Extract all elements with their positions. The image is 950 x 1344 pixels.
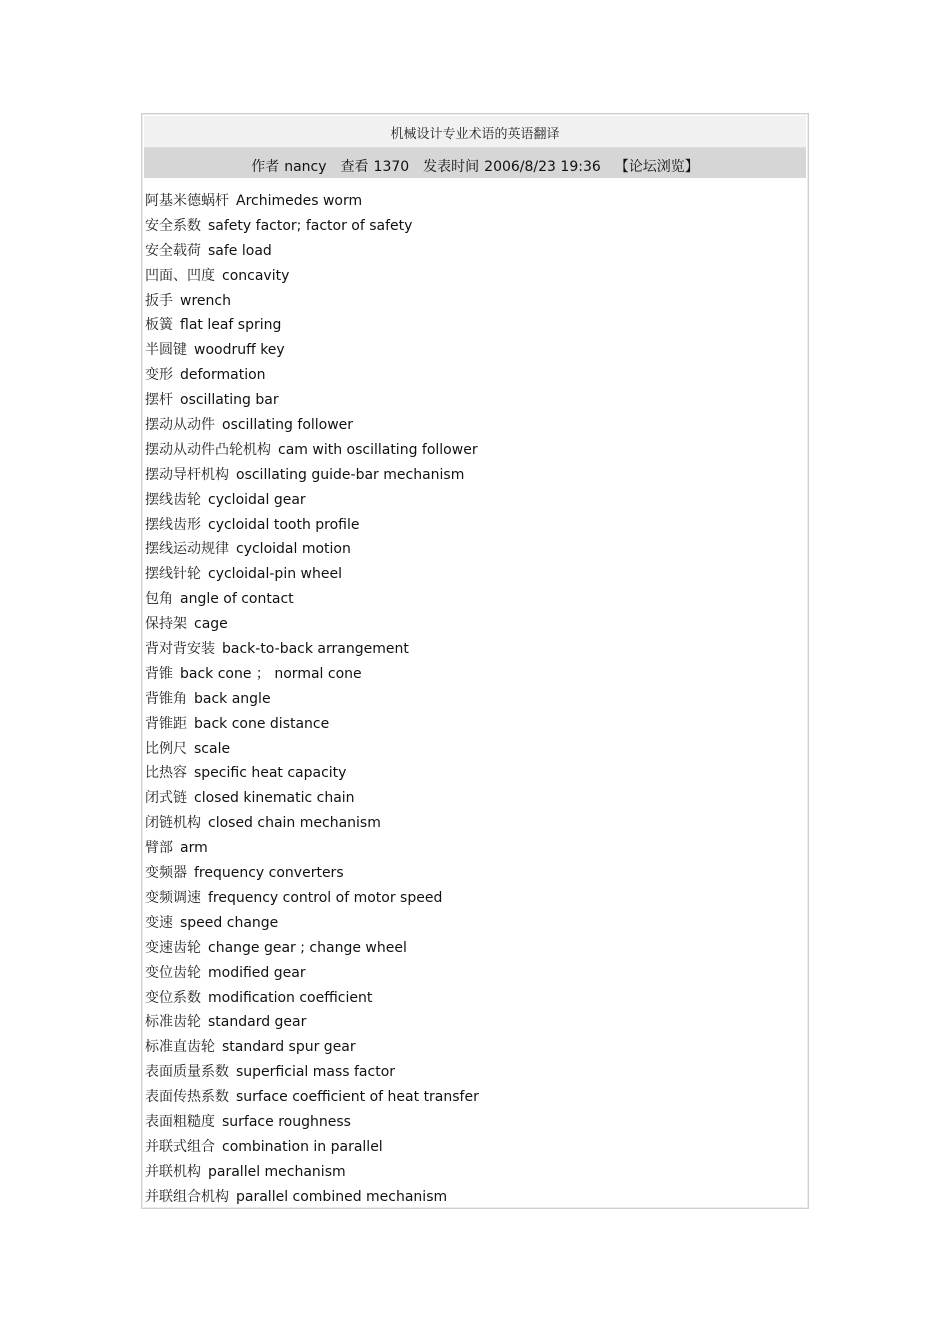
term-english: frequency control of motor speed bbox=[208, 889, 443, 906]
term-row bbox=[145, 562, 805, 587]
article-meta-bar bbox=[144, 148, 806, 178]
term-english: closed kinematic chain bbox=[194, 790, 355, 807]
term-english: arm bbox=[180, 840, 208, 857]
term-row bbox=[145, 1185, 805, 1210]
term-english: parallel mechanism bbox=[208, 1163, 346, 1180]
term-row bbox=[145, 313, 805, 338]
term-english: specific heat capacity bbox=[194, 765, 347, 782]
term-chinese: 标准直齿轮 bbox=[145, 1039, 215, 1056]
term-chinese: 变速齿轮 bbox=[145, 939, 201, 956]
term-english: standard gear bbox=[208, 1014, 307, 1031]
term-chinese: 安全载荷 bbox=[145, 242, 201, 259]
term-english: oscillating bar bbox=[180, 392, 279, 409]
term-chinese: 变位系数 bbox=[145, 989, 201, 1006]
term-chinese: 安全系数 bbox=[145, 217, 201, 234]
term-chinese: 背锥 bbox=[145, 665, 173, 682]
term-chinese: 摆线齿形 bbox=[145, 516, 201, 533]
term-english: woodruff key bbox=[194, 342, 285, 359]
term-row bbox=[145, 214, 805, 239]
term-row bbox=[145, 786, 805, 811]
term-english: oscillating guide-bar mechanism bbox=[236, 466, 465, 483]
term-chinese: 背对背安装 bbox=[145, 641, 215, 658]
term-row bbox=[145, 811, 805, 836]
term-chinese: 摆线运动规律 bbox=[145, 541, 229, 558]
term-english: frequency converters bbox=[194, 865, 344, 882]
term-chinese: 并联组合机构 bbox=[145, 1188, 229, 1205]
term-chinese: 扳手 bbox=[145, 292, 173, 309]
term-row bbox=[145, 1010, 805, 1035]
article-title: 机械设计专业术语的英语翻译 bbox=[390, 127, 560, 142]
term-row bbox=[145, 737, 805, 762]
term-row bbox=[145, 1135, 805, 1160]
term-english: back angle bbox=[194, 690, 271, 707]
term-chinese: 包角 bbox=[145, 591, 173, 608]
term-row bbox=[145, 961, 805, 986]
term-chinese: 保持架 bbox=[145, 616, 187, 633]
term-row bbox=[145, 413, 805, 438]
views-label: 查看 bbox=[340, 159, 369, 175]
term-row bbox=[145, 687, 805, 712]
term-english: Archimedes worm bbox=[236, 193, 363, 209]
term-english: surface roughness bbox=[222, 1113, 351, 1130]
term-english: modification coefficient bbox=[208, 989, 373, 1006]
term-row bbox=[145, 363, 805, 388]
term-chinese: 背锥角 bbox=[145, 690, 187, 707]
term-row bbox=[145, 513, 805, 538]
term-chinese: 比例尺 bbox=[145, 740, 187, 757]
term-row bbox=[145, 612, 805, 637]
term-english: cam with oscillating follower bbox=[278, 441, 478, 458]
term-english: concavity bbox=[222, 267, 290, 284]
term-chinese: 标准齿轮 bbox=[145, 1014, 201, 1031]
term-row bbox=[145, 488, 805, 513]
posted-time: 2006/8/23 19:36 bbox=[484, 159, 601, 175]
term-chinese: 摆线针轮 bbox=[145, 566, 201, 583]
term-row bbox=[145, 836, 805, 861]
term-row bbox=[145, 338, 805, 363]
term-row bbox=[145, 1110, 805, 1135]
term-chinese: 变形 bbox=[145, 367, 173, 384]
term-chinese: 臂部 bbox=[145, 840, 173, 857]
term-row bbox=[145, 886, 805, 911]
term-row bbox=[145, 264, 805, 289]
term-row bbox=[145, 1160, 805, 1185]
term-english: flat leaf spring bbox=[180, 317, 282, 334]
term-english: wrench bbox=[180, 292, 231, 309]
term-chinese: 背锥距 bbox=[145, 715, 187, 732]
term-chinese: 摆杆 bbox=[145, 392, 173, 409]
term-row bbox=[145, 587, 805, 612]
term-row bbox=[145, 239, 805, 264]
term-english: deformation bbox=[180, 367, 266, 384]
author-name: nancy bbox=[284, 159, 327, 175]
term-row bbox=[145, 463, 805, 488]
term-chinese: 表面质量系数 bbox=[145, 1064, 229, 1081]
term-row bbox=[145, 986, 805, 1011]
term-chinese: 摆动导杆机构 bbox=[145, 466, 229, 483]
term-english: cycloidal gear bbox=[208, 491, 306, 508]
term-row bbox=[145, 637, 805, 662]
term-row bbox=[145, 662, 805, 687]
term-english: cycloidal tooth profile bbox=[208, 516, 360, 533]
term-english: cage bbox=[194, 616, 228, 633]
term-chinese: 表面粗糙度 bbox=[145, 1113, 215, 1130]
posted-label: 发表时间 bbox=[423, 159, 480, 175]
term-list bbox=[145, 189, 805, 1210]
term-chinese: 闭式链 bbox=[145, 790, 187, 807]
term-row bbox=[145, 911, 805, 936]
term-chinese: 半圆键 bbox=[145, 342, 187, 359]
term-english: scale bbox=[194, 740, 231, 757]
term-row bbox=[145, 388, 805, 413]
term-chinese: 变位齿轮 bbox=[145, 964, 201, 981]
term-chinese: 摆动从动件凸轮机构 bbox=[145, 441, 271, 458]
term-chinese: 阿基米德蜗杆 bbox=[145, 193, 229, 209]
term-row bbox=[145, 1085, 805, 1110]
term-chinese: 变频器 bbox=[145, 865, 187, 882]
term-row bbox=[145, 1060, 805, 1085]
term-chinese: 摆动从动件 bbox=[145, 417, 215, 434]
author-label: 作者 bbox=[251, 159, 280, 175]
term-english: cycloidal-pin wheel bbox=[208, 566, 342, 583]
term-english: standard spur gear bbox=[222, 1039, 356, 1056]
term-row bbox=[145, 1035, 805, 1060]
forum-browse-link[interactable]: 【论坛浏览】 bbox=[614, 159, 699, 175]
term-chinese: 并联机构 bbox=[145, 1163, 201, 1180]
term-english: speed change bbox=[180, 914, 279, 931]
term-english: superficial mass factor bbox=[236, 1064, 396, 1081]
term-english: back cone distance bbox=[194, 715, 330, 732]
term-english: safe load bbox=[208, 242, 272, 259]
term-chinese: 表面传热系数 bbox=[145, 1089, 229, 1106]
term-chinese: 摆线齿轮 bbox=[145, 491, 201, 508]
term-english: combination in parallel bbox=[222, 1138, 383, 1155]
term-english: back cone ； normal cone bbox=[180, 665, 362, 682]
term-english: modified gear bbox=[208, 964, 306, 981]
term-chinese: 变速 bbox=[145, 914, 173, 931]
term-chinese: 比热容 bbox=[145, 765, 187, 782]
term-row bbox=[145, 936, 805, 961]
term-chinese: 并联式组合 bbox=[145, 1138, 215, 1155]
term-row bbox=[145, 861, 805, 886]
article-frame bbox=[141, 113, 809, 1209]
term-english: closed chain mechanism bbox=[208, 815, 381, 832]
term-chinese: 凹面、凹度 bbox=[145, 267, 215, 284]
term-row bbox=[145, 712, 805, 737]
term-chinese: 闭链机构 bbox=[145, 815, 201, 832]
term-row bbox=[145, 537, 805, 562]
term-english: oscillating follower bbox=[222, 417, 354, 434]
term-english: parallel combined mechanism bbox=[236, 1188, 448, 1205]
term-english: safety factor; factor of safety bbox=[208, 217, 413, 234]
term-english: change gear ; change wheel bbox=[208, 939, 407, 956]
term-english: cycloidal motion bbox=[236, 541, 351, 558]
term-chinese: 变频调速 bbox=[145, 889, 201, 906]
term-row bbox=[145, 761, 805, 786]
title-bar bbox=[144, 116, 806, 148]
term-row bbox=[145, 189, 805, 214]
term-row bbox=[145, 438, 805, 463]
term-chinese: 板簧 bbox=[145, 317, 173, 334]
term-english: angle of contact bbox=[180, 591, 294, 608]
term-english: surface coefficient of heat transfer bbox=[236, 1089, 479, 1106]
term-row bbox=[145, 289, 805, 314]
views-count: 1370 bbox=[373, 159, 410, 175]
term-english: back-to-back arrangement bbox=[222, 641, 409, 658]
